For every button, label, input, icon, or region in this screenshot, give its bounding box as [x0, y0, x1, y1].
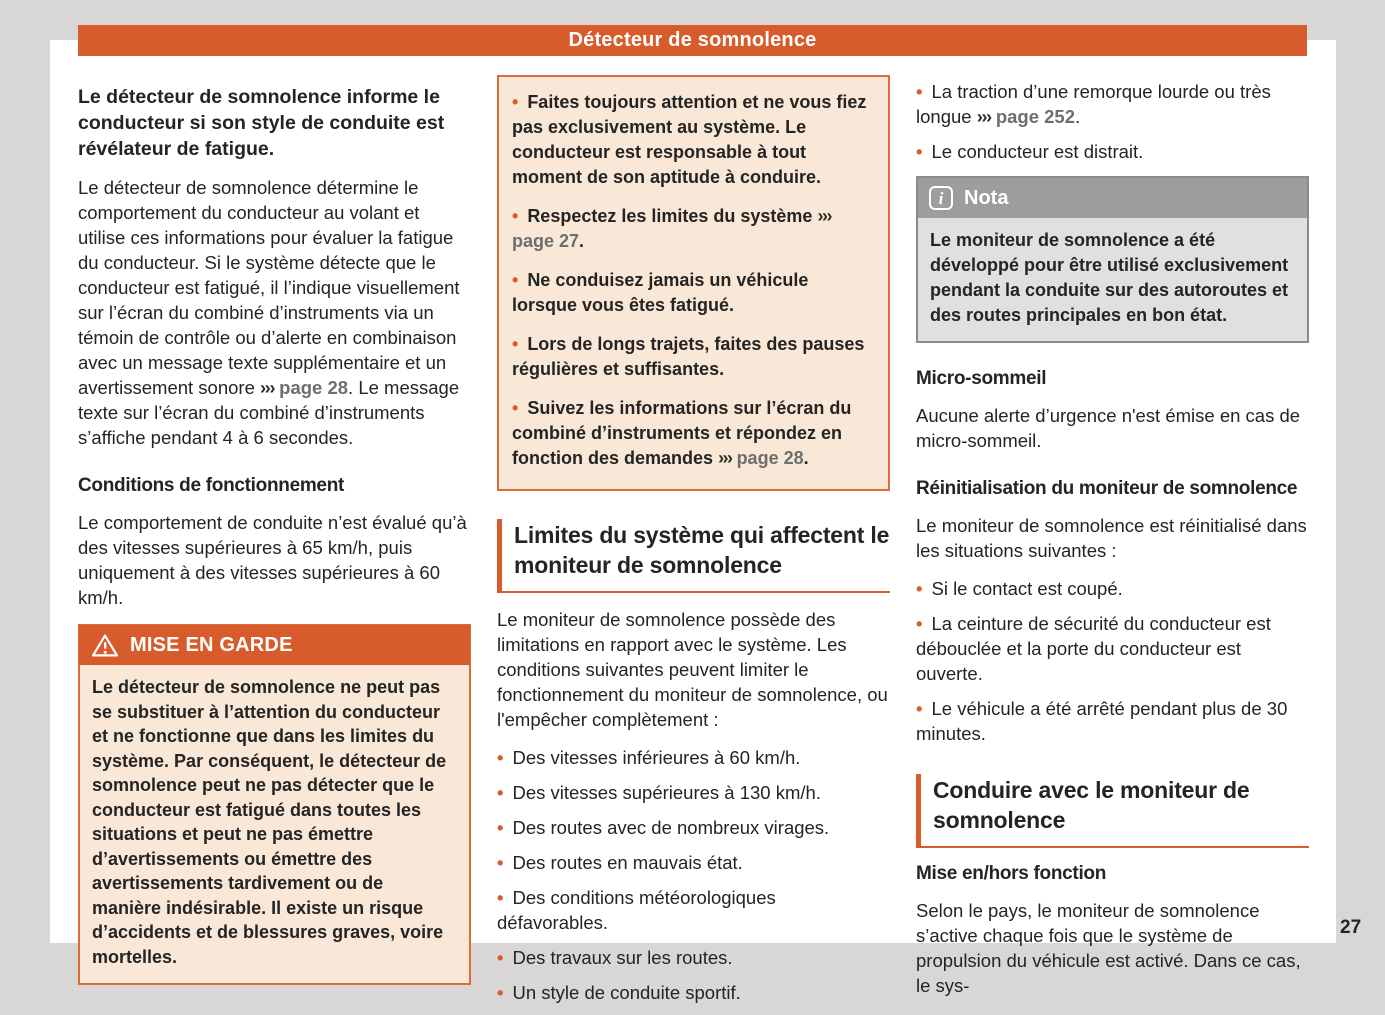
list-item: • Lors de longs trajets, faites des pauses régulières et suffisantes. [512, 332, 875, 382]
list-item: • Faites toujours attention et ne vous fiez pas exclusivement au système. Le conducteur est responsable à tout moment de son aptitude à conduire. [512, 90, 875, 190]
page-ref-arrows: ››› [817, 206, 831, 226]
subsection-heading-reinitialisation: Réinitialisation du moniteur de somnolence [916, 478, 1298, 499]
list-item: • La traction d’une remorque lourde ou très longue ››› page 252. [916, 79, 1309, 129]
info-icon [929, 186, 953, 210]
note-box-body: Le moniteur de somnolence a été développé pour être utilisé exclusivement pendant la conduite sur des autoroutes et des routes principales en bon état. [918, 218, 1307, 341]
page-title: Détecteur de somnolence [568, 29, 817, 51]
warning-box-body: Le détecteur de somnolence ne peut pas se substituer à l’attention du conducteur et ne fonctionne que dans les limites du système. Par conséquent, le détecteur de somnolence peut ne pas détecter que le conducteur est fatigué dans toutes les situations et peut ne pas émettre d’avertissements ou émettre des avertissements tardivement ou de manière indésirable. Il existe un risque d’accidents et de blessures graves, voire mortelles. [92, 677, 447, 967]
body-paragraph: Selon le pays, le moniteur de somnolence s’active chaque fois que le système de propulsion du véhicule est activé. Dans ce cas, le sys- [916, 900, 1301, 996]
list-item: • Des routes en mauvais état. [497, 850, 890, 875]
list-item: • Le conducteur est distrait. [916, 139, 1309, 164]
subsection-heading-conditions: Conditions de fonctionnement [78, 475, 345, 496]
page-ref-arrows: ››› [976, 106, 991, 127]
section-heading-limits: Limites du système qui affectent le moniteur de somnolence [497, 519, 890, 593]
warning-box-label: MISE EN GARDE [130, 633, 293, 656]
list-item: • Si le contact est coupé. [916, 576, 1309, 601]
page-title-bar [78, 25, 1307, 56]
warning-box-header [79, 625, 470, 665]
body-paragraph: Aucune alerte d’urgence n'est émise en cas de micro-sommeil. [916, 405, 1301, 451]
page-ref-link[interactable]: page 28 [279, 377, 349, 398]
section-heading-driving: Conduire avec le moniteur de somnolence [916, 774, 1309, 848]
body-paragraph: Le comportement de conduite n’est évalué qu’à des vitesses supérieures à 65 km/h, puis uniquement à des vitesses supérieures à 60 km/h. [78, 512, 467, 608]
list-item: • La ceinture de sécurité du conducteur est débouclée et la porte du conducteur est ouverte. [916, 611, 1309, 686]
body-paragraph: Le moniteur de somnolence est réinitialisé dans les situations suivantes : [916, 515, 1307, 561]
page-ref-link[interactable]: page 28 [736, 448, 804, 468]
page-ref-arrows: ››› [718, 448, 732, 468]
list-item: • Suivez les informations sur l’écran du combiné d’instruments et répondez en fonction des demandes ››› page 28. [512, 396, 875, 471]
subsection-heading-on-off: Mise en/hors fonction [916, 863, 1107, 884]
body-paragraph: Le détecteur de somnolence détermine le comportement du conducteur au volant et utilise ces informations pour évaluer la fatigue du conducteur. Si le système détecte que le conducteur est fatigué, il l’indique visuellement sur l’écran du combiné d’instruments via un témoin de contrôle ou d’alerte en combinaison avec un message texte supplémentaire et un avertissement sonore ››› page 28. Le message texte sur l’écran du combiné d’instruments s’affiche pendant 4 à 6 secondes. [78, 177, 460, 448]
warning-triangle-icon [91, 633, 119, 658]
list-item: • Des conditions météorologiques défavorables. [497, 885, 890, 935]
intro-paragraph: Le détecteur de somnolence informe le conducteur si son style de conduite est révélateur de fatigue. [78, 86, 445, 160]
list-item: • Un style de conduite sportif. [497, 980, 890, 1005]
list-item: • Des vitesses supérieures à 130 km/h. [497, 780, 890, 805]
column-right [916, 79, 1309, 1011]
list-item: • Des routes avec de nombreux virages. [497, 815, 890, 840]
note-box [916, 176, 1309, 343]
warning-continuation-box [497, 75, 890, 491]
note-box-label: Nota [964, 186, 1009, 209]
page-ref-link[interactable]: page 27 [512, 231, 580, 251]
body-paragraph: Le moniteur de somnolence possède des limitations en rapport avec le système. Les conditions suivantes peuvent limiter le fonctionnement du moniteur de somnolence, ou l'empêcher complètement : [497, 609, 888, 730]
list-item: • Des travaux sur les routes. [497, 945, 890, 970]
list-item: • Respectez les limites du système ››› page 27. [512, 204, 875, 254]
subsection-heading-micro-sommeil: Micro-sommeil [916, 368, 1047, 389]
column-middle [497, 75, 890, 1015]
page-ref-arrows: ››› [260, 377, 274, 398]
warning-box [78, 624, 471, 985]
page-number: 27 [1340, 917, 1362, 938]
note-box-header [918, 178, 1307, 218]
page-ref-link[interactable]: page 252 [995, 106, 1076, 127]
list-item: • Le véhicule a été arrêté pendant plus de 30 minutes. [916, 696, 1309, 746]
column-left [78, 84, 471, 985]
list-item: • Des vitesses inférieures à 60 km/h. [497, 745, 890, 770]
list-item: • Ne conduisez jamais un véhicule lorsque vous êtes fatigué. [512, 268, 875, 318]
